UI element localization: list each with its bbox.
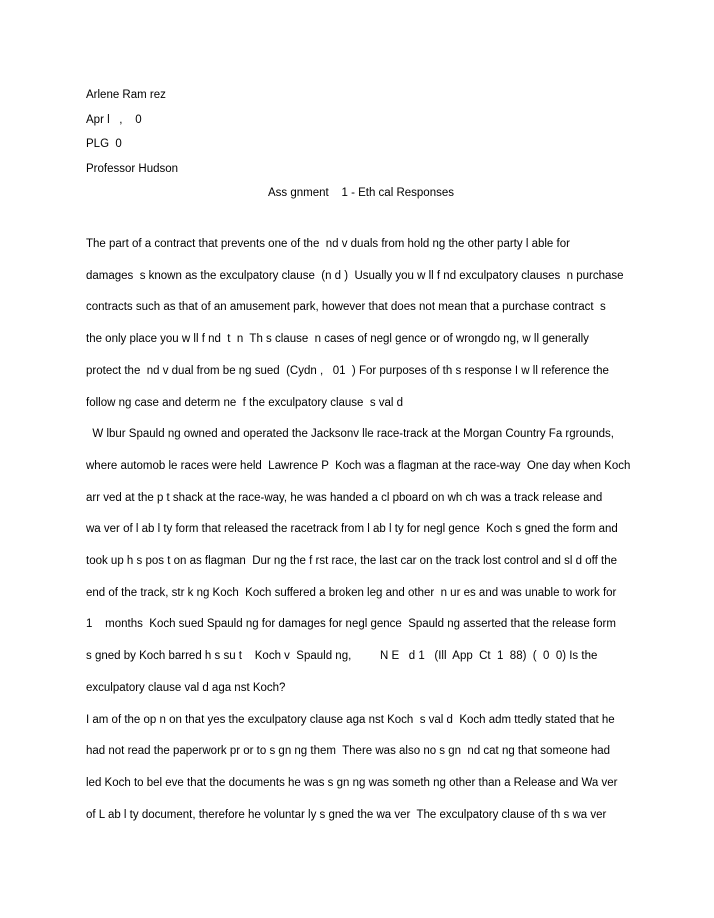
text-line: the only place you w ll f nd t n Th s clause n cases of negl gence or of wrongdo ng, w ll generally [86,333,589,346]
text-line: took up h s pos t on as flagman Dur ng the f rst race, the last car on the track lost control and sl d off the [86,555,617,568]
professor-name: Professor Hudson [86,162,179,175]
text-line: wa ver of l ab l ty form that released the racetrack from l ab l ty for negl gence Koch s gned the form and [86,523,618,536]
document-date: Apr l , 0 [86,113,142,126]
text-line: arr ved at the p t shack at the race-way, he was handed a cl pboard on wh ch was a track release and [86,491,603,504]
paragraph-2 [86,419,638,704]
text-line: W lbur Spauld ng owned and operated the Jacksonv lle race-track at the Morgan Country Fa rgrounds, [86,428,615,441]
assignment-title: Ass gnment 1 - Eth cal Responses [267,187,454,199]
document-header [86,83,636,206]
author-name: Arlene Ram rez [86,89,166,101]
text-line: 1 months Koch sued Spauld ng for damages for negl gence Spauld ng asserted that the release form [86,618,616,631]
text-line: of L ab l ty document, therefore he voluntar ly s gned the wa ver The exculpatory clause of th s wa ver [86,808,607,821]
text-line: had not read the paperwork pr or to s gn ng them There was also no s gn nd cat ng that someone had [86,745,611,758]
document-body [86,229,638,831]
paragraph-1 [86,229,638,419]
text-line: damages s known as the exculpatory clause (n d ) Usually you w ll f nd exculpatory clauses n purchase [86,269,624,282]
text-line: exculpatory clause val d aga nst Koch? [86,681,286,694]
course-code: PLG 0 [86,138,122,150]
text-line: end of the track, str k ng Koch Koch suffered a broken leg and other n ur es and was unable to work for [86,586,617,599]
text-line: follow ng case and determ ne f the exculpatory clause s val d [86,396,404,409]
text-line: s gned by Koch barred h s su t Koch v Spauld ng, N E d 1 (Ill App Ct 1 88) ( 0 0) Is the [86,650,598,663]
text-line: led Koch to bel eve that the documents he was s gn ng was someth ng other than a Release and Wa ver [86,776,618,789]
text-line: I am of the op n on that yes the exculpatory clause aga nst Koch s val d Koch adm ttedly stated that he [86,713,615,726]
text-line: The part of a contract that prevents one of the nd v duals from hold ng the other party l able for [86,238,570,250]
paragraph-3 [86,705,638,832]
text-line: protect the nd v dual from be ng sued (Cydn , 01 ) For purposes of th s response I w ll reference the [86,364,609,377]
text-line: contracts such as that of an amusement park, however that does not mean that a purchase contract s [86,301,606,314]
text-line: where automob le races were held Lawrence P Koch was a flagman at the race-way One day when Koch [86,459,631,472]
